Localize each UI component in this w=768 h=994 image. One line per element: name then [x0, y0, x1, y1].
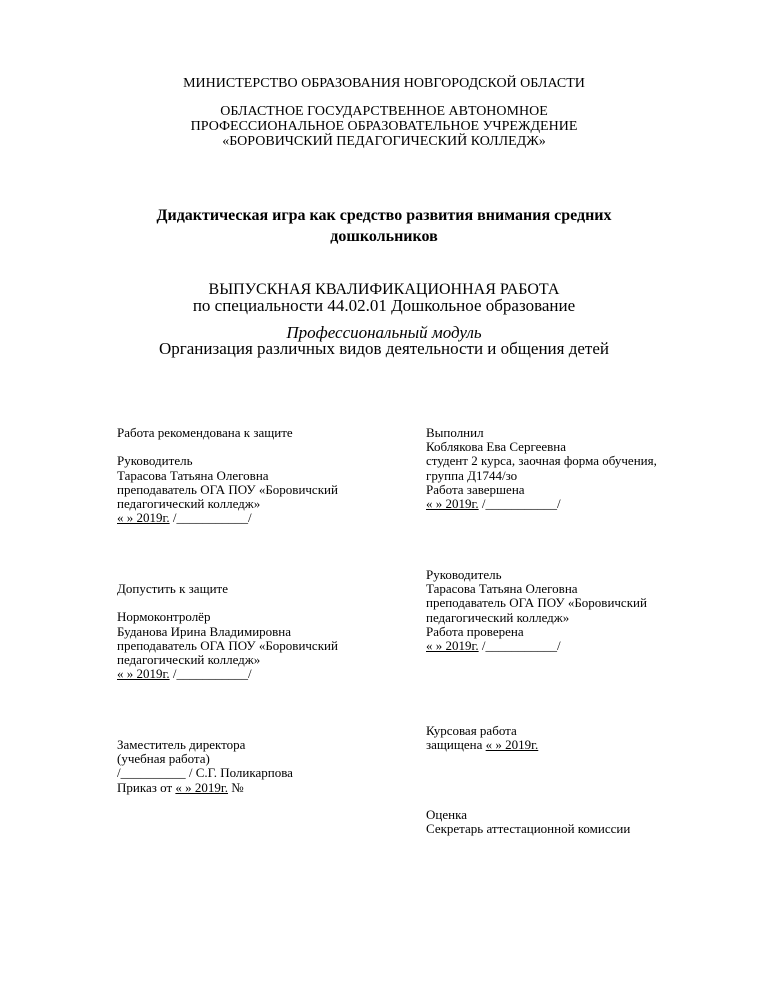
- signature-date-line: [117, 667, 338, 681]
- institution-line-2: ПРОФЕССИОНАЛЬНОЕ ОБРАЗОВАТЕЛЬНОЕ УЧРЕЖДЕНИЕ: [190, 119, 578, 134]
- deputy-block: [117, 738, 293, 795]
- norm-controller-position-2: педагогический колледж»: [117, 652, 261, 668]
- defended-line: [426, 738, 538, 752]
- supervisor-position-2: педагогический колледж»: [117, 496, 261, 512]
- defense-block: [426, 724, 538, 752]
- secretary-label: Секретарь аттестационной комиссии: [426, 821, 631, 837]
- institution-line-3: «БОРОВИЧСКИЙ ПЕДАГОГИЧЕСКИЙ КОЛЛЕДЖ»: [222, 134, 546, 149]
- date-field: « » 2019г.: [117, 666, 170, 682]
- admit-label: Допустить к защите: [117, 581, 228, 596]
- norm-controller-position-1: преподаватель ОГА ПОУ «Боровичский: [117, 637, 338, 653]
- supervisor-name: Тарасова Татьяна Олеговна: [117, 467, 269, 483]
- order-date: « » 2019г.: [175, 779, 229, 795]
- grade-label: Оценка: [426, 807, 467, 822]
- specialty: по специальности 44.02.01 Дошкольное образование: [192, 296, 576, 315]
- checked-label: Работа проверена: [426, 623, 524, 639]
- student-info-1: студент 2 курса, заочная форма обучения,: [426, 453, 657, 469]
- defended-prefix: защищена: [426, 737, 486, 753]
- module-name: Организация различных видов деятельности и общения детей: [159, 339, 609, 358]
- order-line: [117, 781, 293, 795]
- supervisor-position-2: педагогический колледж»: [426, 609, 570, 625]
- supervisor-label: Руководитель: [426, 567, 502, 582]
- module-label: Профессиональный модуль: [286, 323, 482, 342]
- supervisor-position-1: преподаватель ОГА ПОУ «Боровичский: [117, 481, 338, 497]
- admission-block: [117, 582, 338, 681]
- date-field: « » 2019г.: [426, 638, 479, 654]
- signature-date-line: [426, 639, 647, 653]
- institution-line-1: ОБЛАСТНОЕ ГОСУДАРСТВЕННОЕ АВТОНОМНОЕ: [220, 104, 548, 119]
- deputy-signature: /__________ / С.Г. Поликарпова: [117, 765, 293, 781]
- defended-date: « » 2019г.: [485, 737, 539, 753]
- work-type: ВЫПУСКНАЯ КВАЛИФИКАЦИОННАЯ РАБОТА: [208, 281, 560, 298]
- done-label: Выполнил: [426, 425, 484, 440]
- recommendation-block: [117, 426, 338, 525]
- thesis-title-line-2: дошкольников: [330, 228, 438, 245]
- order-prefix: Приказ от: [117, 779, 176, 795]
- norm-controller-label: Нормоконтролёр: [117, 609, 211, 625]
- signature-date-line: [426, 497, 657, 511]
- student-info-2: группа Д1744/зо: [426, 467, 518, 483]
- signature-date-line: [117, 511, 338, 525]
- deputy-sub-label: (учебная работа): [117, 751, 210, 767]
- student-block: [426, 426, 657, 511]
- supervisor-check-block: [426, 568, 647, 653]
- deputy-label: Заместитель директора: [117, 737, 246, 752]
- norm-controller-name: Буданова Ирина Владимировна: [117, 623, 292, 639]
- date-field: « » 2019г.: [426, 496, 479, 512]
- order-number: №: [228, 779, 244, 795]
- course-work-label: Курсовая работа: [426, 723, 517, 738]
- signature-field: /___________/: [478, 496, 561, 512]
- grade-block: [426, 808, 630, 836]
- student-name: Коблякова Ева Сергеевна: [426, 439, 567, 455]
- signature-field: /___________/: [169, 510, 252, 526]
- ministry-name: МИНИСТЕРСТВО ОБРАЗОВАНИЯ НОВГОРОДСКОЙ ОБЛАСТИ: [183, 76, 585, 91]
- supervisor-position-1: преподаватель ОГА ПОУ «Боровичский: [426, 595, 647, 611]
- signature-field: /___________/: [478, 638, 561, 654]
- signature-field: /___________/: [169, 666, 252, 682]
- completed-label: Работа завершена: [426, 481, 525, 497]
- thesis-title-line-1: Дидактическая игра как средство развития внимания средних: [156, 207, 612, 224]
- recommended-label: Работа рекомендована к защите: [117, 425, 293, 440]
- supervisor-label: Руководитель: [117, 453, 193, 469]
- supervisor-name: Тарасова Татьяна Олеговна: [426, 581, 578, 597]
- date-field: « » 2019г.: [117, 510, 170, 526]
